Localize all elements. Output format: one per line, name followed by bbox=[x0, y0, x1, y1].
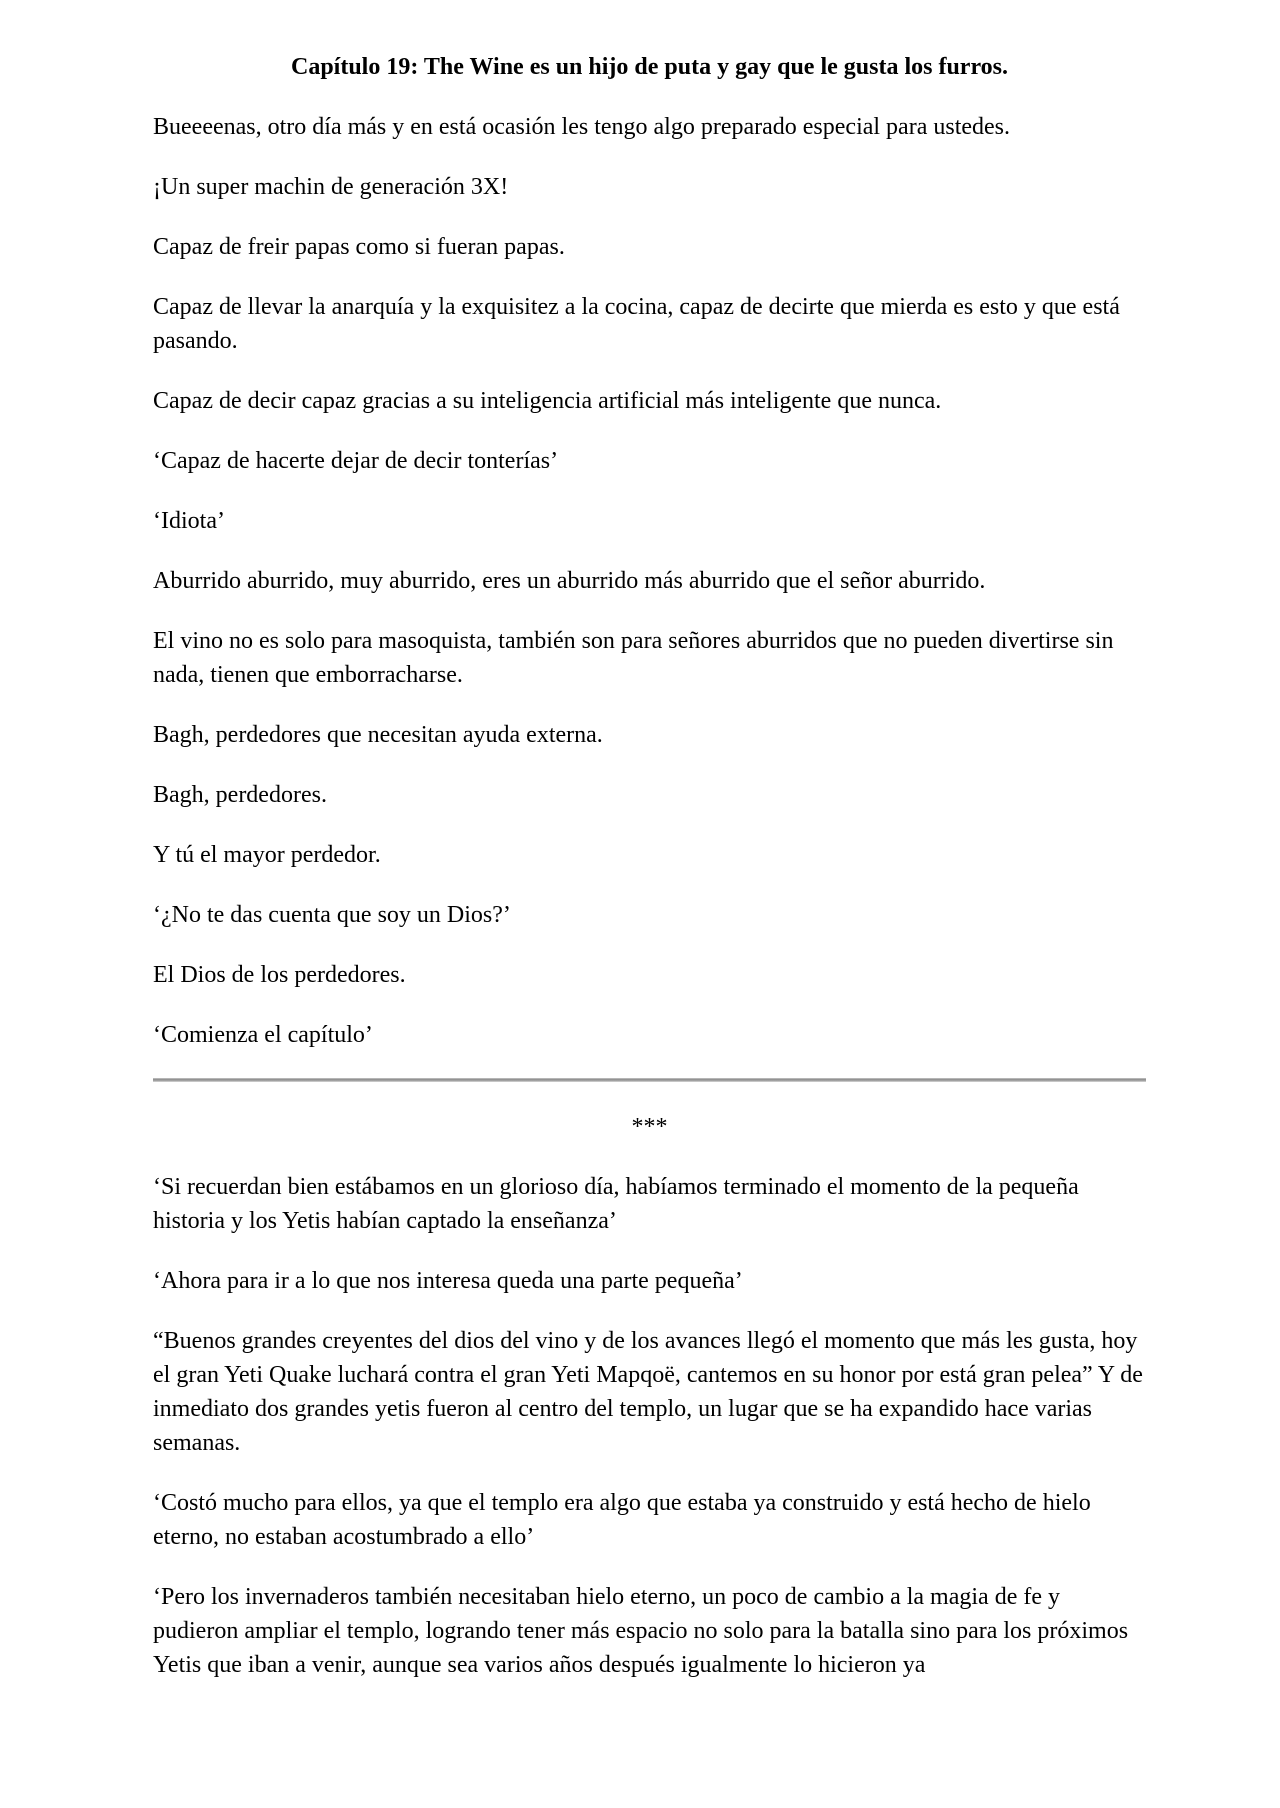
paragraph: Capaz de freir papas como si fueran papas. bbox=[153, 234, 565, 260]
paragraph: El Dios de los perdedores. bbox=[153, 962, 406, 988]
paragraph: “Buenos grandes creyentes del dios del vino y de los avances llegó el momento que más les gusta, hoy el gran Yeti Quake luchará contra el gran Yeti Mapqoë, cantemos en su honor por está gran pelea” Y de inmediato dos grandes yetis fueron al centro del templo, un lugar que se ha expandido hace varias semanas. bbox=[153, 1328, 1143, 1456]
paragraph: ‘Pero los invernaderos también necesitaban hielo eterno, un poco de cambio a la magia de fe y pudieron ampliar el templo, logrando tener más espacio no solo para la batalla sino para los próximos Yetis que iban a venir, aunque sea varios años después igualmente lo hicieron ya bbox=[153, 1584, 1129, 1678]
paragraph: Capaz de decir capaz gracias a su inteligencia artificial más inteligente que nunca. bbox=[153, 388, 942, 414]
section-break: *** bbox=[631, 1114, 668, 1140]
paragraph: ‘Comienza el capítulo’ bbox=[153, 1022, 373, 1048]
paragraph: ‘Ahora para ir a lo que nos interesa queda una parte pequeña’ bbox=[153, 1268, 743, 1294]
paragraph: Bueeeenas, otro día más y en está ocasión les tengo algo preparado especial para ustedes. bbox=[153, 114, 1011, 140]
paragraph: ‘Idiota’ bbox=[153, 508, 225, 534]
paragraph: El vino no es solo para masoquista, también son para señores aburridos que no pueden divertirse sin nada, tienen que emborracharse. bbox=[153, 628, 1114, 688]
paragraph: ‘Costó mucho para ellos, ya que el templo era algo que estaba ya construido y está hecho de hielo eterno, no estaban acostumbrado a ello’ bbox=[153, 1490, 1091, 1550]
horizontal-divider bbox=[153, 1078, 1146, 1082]
paragraph: Bagh, perdedores. bbox=[153, 782, 327, 808]
chapter-title: Capítulo 19: The Wine es un hijo de puta y gay que le gusta los furros. bbox=[290, 54, 1008, 80]
paragraph: Bagh, perdedores que necesitan ayuda externa. bbox=[153, 722, 603, 748]
paragraph: ¡Un super machin de generación 3X! bbox=[153, 174, 509, 200]
paragraph: Aburrido aburrido, muy aburrido, eres un aburrido más aburrido que el señor aburrido. bbox=[153, 568, 986, 594]
paragraph: ‘Si recuerdan bien estábamos en un glorioso día, habíamos terminado el momento de la pequeña historia y los Yetis habían captado la enseñanza’ bbox=[153, 1174, 1079, 1234]
paragraph: ‘¿No te das cuenta que soy un Dios?’ bbox=[153, 902, 511, 928]
paragraph: Capaz de llevar la anarquía y la exquisitez a la cocina, capaz de decirte que mierda es esto y que está pasando. bbox=[153, 294, 1120, 354]
paragraph: Y tú el mayor perdedor. bbox=[153, 842, 381, 868]
paragraph: ‘Capaz de hacerte dejar de decir tonterías’ bbox=[153, 448, 559, 474]
